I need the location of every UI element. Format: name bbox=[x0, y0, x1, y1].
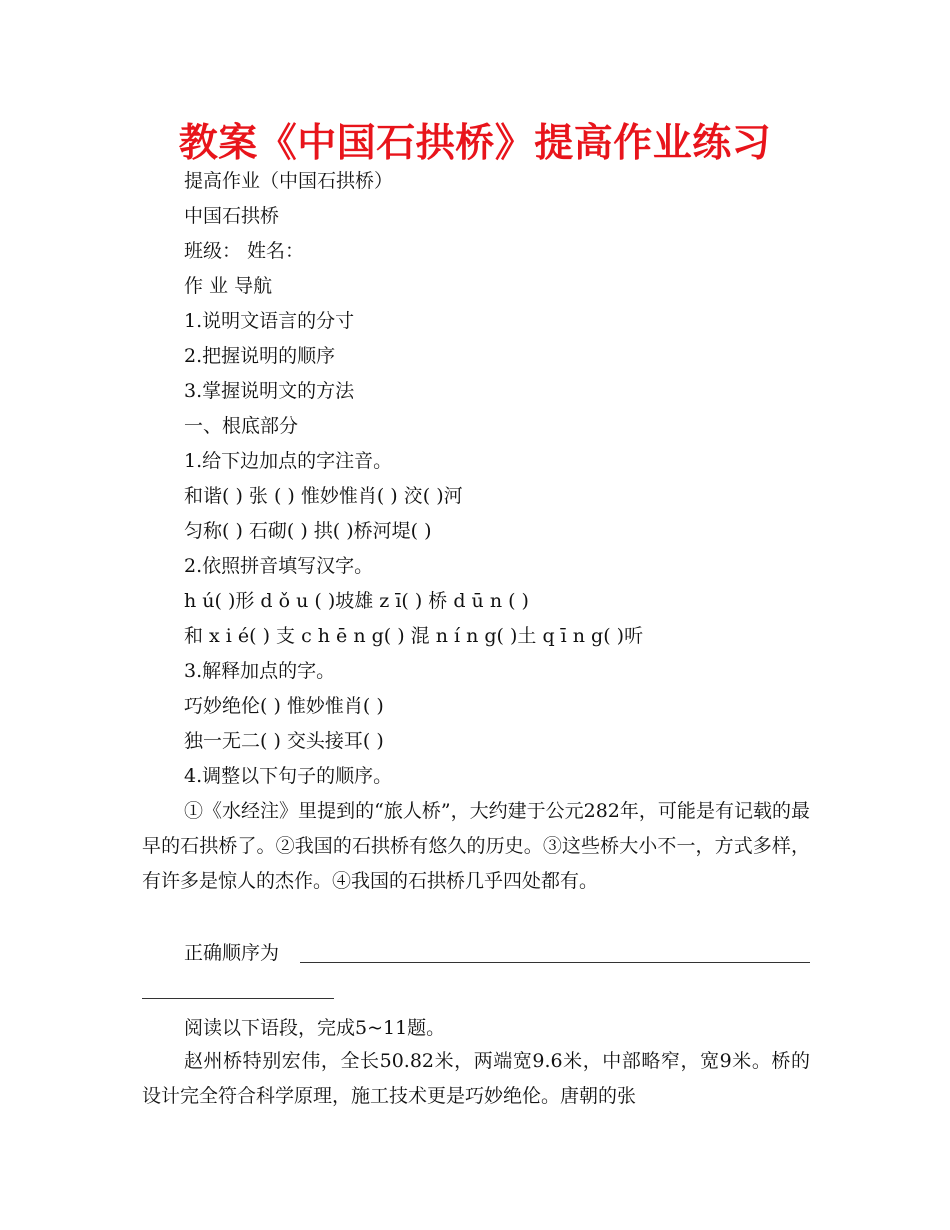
guide-item-2: 2.把握说明的顺序 bbox=[184, 345, 336, 367]
question-3-row-1: 巧妙绝伦( ) 惟妙惟肖( ) bbox=[184, 695, 384, 717]
lesson-name: 中国石拱桥 bbox=[184, 205, 280, 227]
question-3-row-2: 独一无二( ) 交头接耳( ) bbox=[184, 730, 384, 752]
guide-item-3: 3.掌握说明文的方法 bbox=[184, 380, 355, 402]
question-4-paragraph: ①《水经注》里提到的“旅人桥”，大约建于公元282年，可能是有记载的最早的石拱桥了。②我国的石拱桥有悠久的历史。③这些桥大小不一，方式多样，有许多是惊人的杰作。④我国的石拱桥几乎四处都有。 bbox=[142, 800, 810, 892]
guide-heading: 作 业 导航 bbox=[184, 275, 273, 297]
question-2-row-1: h ú( )形 d ǒ u ( )坡雄 z ī( ) 桥 d ū n ( ) bbox=[184, 590, 529, 612]
question-2: 2.依照拼音填写汉字。 bbox=[184, 555, 374, 577]
question-1-row-1: 和谐( ) 张 ( ) 惟妙惟肖( ) 洨( )河 bbox=[184, 485, 463, 507]
reading-instruction: 阅读以下语段，完成5~11题。 bbox=[184, 1017, 446, 1039]
document-title: 教案《中国石拱桥》提高作业练习 bbox=[178, 121, 772, 166]
answer-underline bbox=[300, 962, 810, 963]
question-3: 3.解释加点的字。 bbox=[184, 660, 336, 682]
question-4: 4.调整以下句子的顺序。 bbox=[184, 765, 393, 787]
question-1-row-2: 匀称( ) 石砌( ) 拱( )桥河堤( ) bbox=[184, 520, 432, 542]
guide-item-1: 1.说明文语言的分寸 bbox=[184, 310, 355, 332]
answer-underline-continued bbox=[142, 998, 334, 999]
question-1: 1.给下边加点的字注音。 bbox=[184, 450, 393, 472]
reading-paragraph: 赵州桥特别宏伟，全长50.82米，两端宽9.6米，中部略窄，宽9米。桥的设计完全符合科学原理，施工技术更是巧妙绝伦。唐朝的张 bbox=[142, 1050, 810, 1107]
answer-label: 正确顺序为 bbox=[184, 942, 280, 964]
section-heading: 一、根底部分 bbox=[184, 415, 299, 437]
question-2-row-2: 和 x i é( ) 支 c h ē n g( ) 混 n í n g( )土 q ī n g( )听 bbox=[184, 625, 644, 647]
class-name-line: 班级： 姓名： bbox=[184, 240, 305, 262]
subtitle-line: 提高作业（中国石拱桥） bbox=[184, 170, 394, 192]
